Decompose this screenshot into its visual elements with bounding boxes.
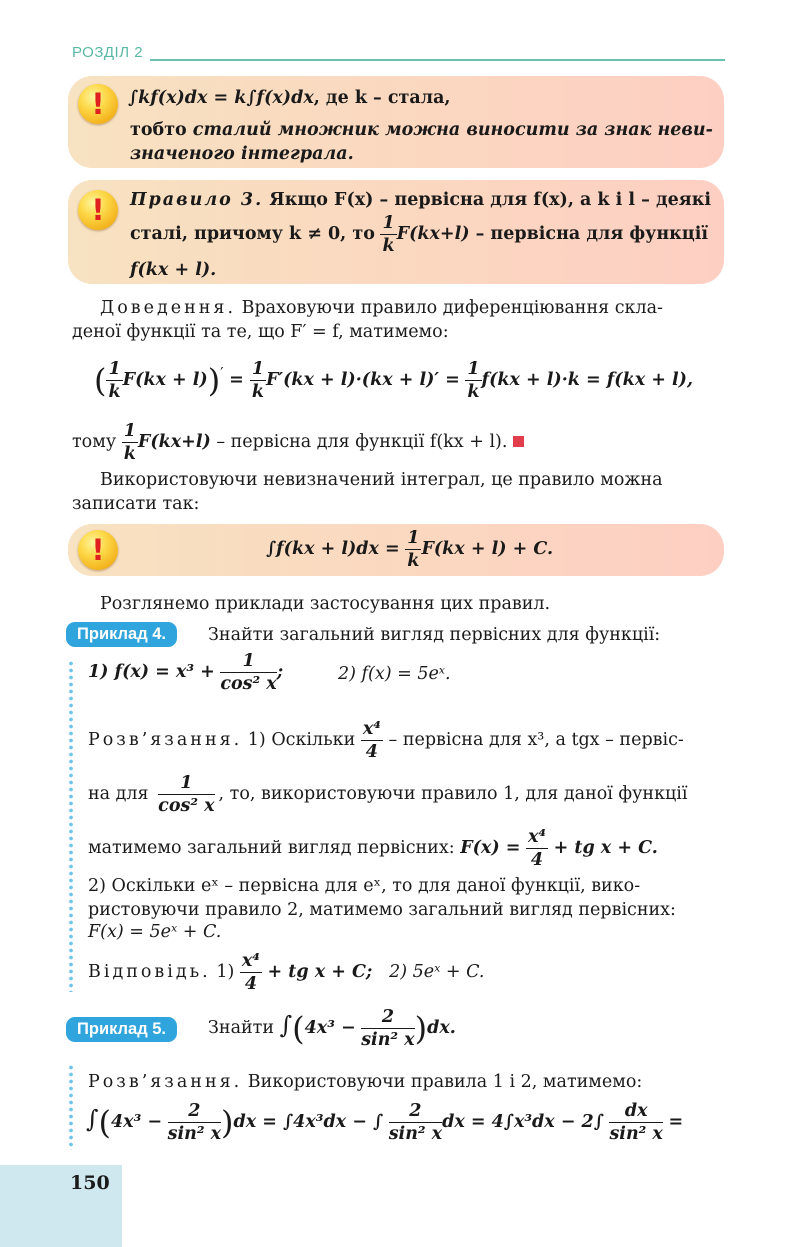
solution-label: Розв’язання. (88, 1072, 243, 1092)
example-4-solution-line1: Розв’язання. 1) Оскільки $\frac{\text{x⁴}}{4}$ – первісна для x³, а tgx – первіс- (88, 719, 684, 762)
proof-line2: деної функції та те, що F′ = f, матимемо: (72, 322, 449, 342)
proof-conclusion: тому $\frac{1}{k}$ F(kx+l) – первісна для функції f(kx + l). (72, 420, 524, 465)
example-5-task: Знайти ∫(4x³ − $\frac{2}{\text{sin² x}}$ )dx. (208, 1007, 456, 1050)
example-4-tag: Приклад 4. (66, 622, 177, 647)
exclamation-icon: ! (78, 190, 118, 230)
example-4-item2: 2) f(x) = 5eˣ. (338, 664, 451, 684)
proof-line1: Доведення. Враховуючи правило диференціювання скла- (100, 298, 663, 318)
example-4-solution-line5: ристовуючи правило 2, матимемо загальний вигляд первісних: (88, 900, 676, 920)
example-4-solution-line4: 2) Оскільки eˣ – первісна для eˣ, то для даної функції, вико- (88, 876, 641, 896)
para1-line2: записати так: (72, 494, 200, 514)
box1-formula: ∫kf(x)dx = k∫f(x)dx (128, 88, 314, 108)
box2-line3: f(kx + l). (130, 260, 217, 280)
example-5-equation: ∫(4x³ − $\frac{2}{\text{sin² x}}$ )dx = ∫4x³dx − ∫ $\frac{2}{\text{sin² x}}$ dx = 4∫x³dx − 2∫ $\frac{dx}{\text{sin² x}}$ = (86, 1101, 684, 1144)
example-5-tag: Приклад 5. (66, 1017, 177, 1042)
box3-formula: ∫f(kx + l)dx = $\frac{1}{k}$ F(kx + l) + C. (266, 528, 554, 571)
box1-line3: значеного інтеграла. (130, 144, 354, 164)
rule-label: Правило 3. (130, 190, 264, 210)
example-4-item1: 1) f(x) = x³ + $\frac{1}{\text{cos² x}}$ ; (88, 651, 284, 694)
fraction-1-over-k: $\frac{1}{k}$ (382, 213, 395, 256)
proof-equation: ( $\frac{1}{k}$ F(kx + l))′ = $\frac{1}{k}$ F′(kx + l)·(kx + l)′ = $\frac{1}{k}$ f(kx + l)·k = f(kx + l), (94, 359, 693, 402)
header-divider (150, 59, 725, 61)
example-5-solution-line1: Розв’язання. Використовуючи правила 1 і 2, матимемо: (88, 1072, 643, 1092)
box2-line1: Правило 3. Якщо F(x) – первісна для f(x), а k і l – деякі (130, 190, 711, 210)
box1-formula-tail: , де k – стала, (313, 88, 451, 108)
solution-label: Розв’язання. (88, 730, 243, 750)
page-number: 150 (70, 1172, 110, 1194)
answer-label: Відповідь. (88, 962, 211, 982)
exclamation-icon: ! (78, 84, 118, 124)
section-label: РОЗДІЛ 2 (72, 44, 144, 61)
proof-label: Доведення. (100, 298, 237, 318)
example-4-solution-line3: матимемо загальний вигляд первісних: F(x) = $\frac{\text{x⁴}}{4}$ + tg x + C. (88, 827, 658, 870)
example-4-answer: Відповідь. 1) $\frac{\text{x⁴}}{4}$ + tg x + C; 2) 5eˣ + C. (88, 951, 485, 994)
exclamation-icon: ! (78, 530, 118, 570)
box1-line2: тобто сталий множник можна виносити за знак неви- (130, 120, 713, 140)
example-5-dotted-rule (69, 1064, 73, 1150)
example-4-solution-line2: на для $\frac{1}{\text{cos² x}}$ , то, використовуючи правило 1, для даної функції (88, 773, 688, 816)
para2: Розглянемо приклади застосування цих правил. (100, 594, 551, 614)
para1-line1: Використовуючи невизначений інтеграл, це правило можна (100, 470, 663, 490)
box1-line1 (128, 86, 451, 110)
example-4-dotted-rule (69, 660, 73, 992)
example-4-solution-line6: F(x) = 5eˣ + C. (88, 922, 222, 942)
box2-line2: сталі, причому k ≠ 0, то $\frac{1}{k}$ F(kx+l) – первісна для функції (130, 213, 708, 256)
example-4-task: Знайти загальний вигляд первісних для функції: (208, 625, 661, 645)
end-of-proof-marker (513, 436, 524, 447)
